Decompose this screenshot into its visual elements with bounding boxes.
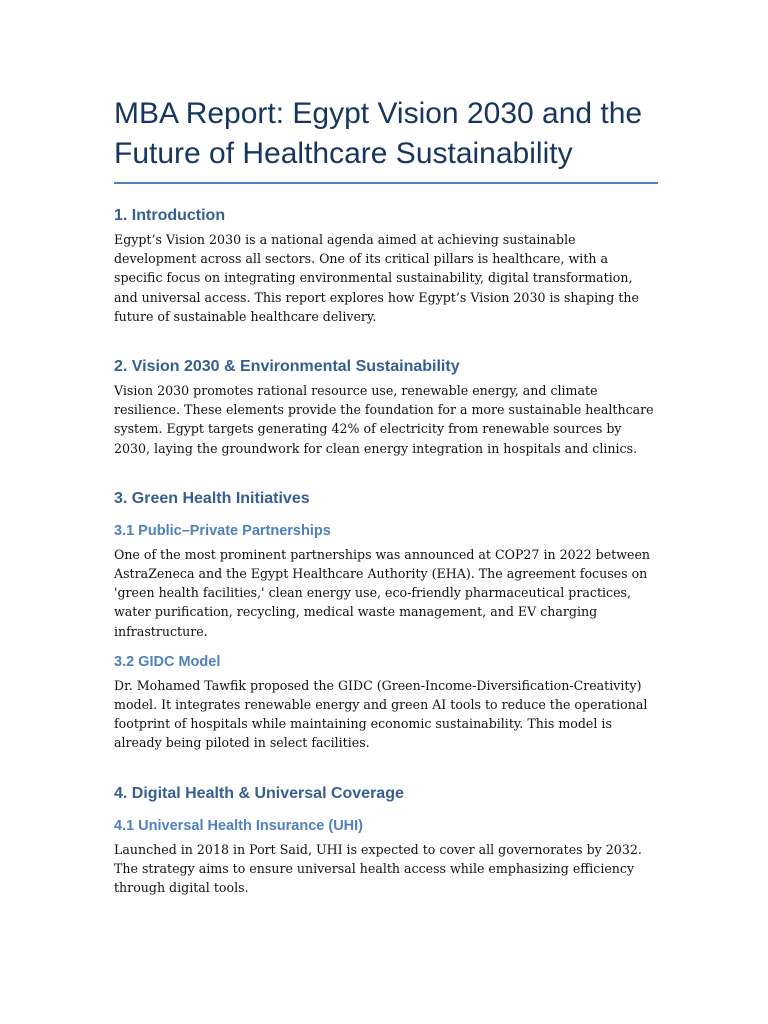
- paragraph-gidc-model: Dr. Mohamed Tawfik proposed the GIDC (Green-Income-Diversification-Creativity) model. It integrates renewable energy and green AI tools to reduce the operational footprint of hospitals while maintaining economic sustainability. This model is already being piloted in select facilities.: [114, 677, 648, 751]
- paragraph-environmental-sustainability: Vision 2030 promotes rational resource use, renewable energy, and climate resilience. These elements provide the foundation for a more sustainable healthcare system. Egypt targets generating 42% of electricity from renewable sources by 2030, laying the groundwork for clean energy integration in hospitals and clinics.: [114, 383, 654, 456]
- paragraph-universal-health-insurance: Launched in 2018 in Port Said, UHI is expected to cover all governorates by 2032. The strategy aims to ensure universal health access while emphasizing efficiency through digital tools.: [114, 841, 642, 896]
- document-title: MBA Report: Egypt Vision 2030 and the Future of Healthcare Sustainability: [114, 94, 658, 184]
- section-heading-green-health-initiatives: 3. Green Health Initiatives: [114, 489, 310, 507]
- subsection-heading-universal-health-insurance: 4.1 Universal Health Insurance (UHI): [114, 817, 363, 834]
- section-heading-digital-health: 4. Digital Health & Universal Coverage: [114, 784, 404, 802]
- paragraph-public-private-partnerships: One of the most prominent partnerships was announced at COP27 in 2022 between AstraZeneca and the Egypt Healthcare Authority (EHA). The agreement focuses on 'green health facilities,' clean energy use, eco-friendly pharmaceutical practices, water purification, recycling, medical waste management, and EV charging infrastructure.: [114, 546, 651, 639]
- paragraph-introduction: Egypt’s Vision 2030 is a national agenda aimed at achieving sustainable development across all sectors. One of its critical pillars is healthcare, with a specific focus on integrating environmental sustainability, digital transformation, and universal access. This report explores how Egypt’s Vision 2030 is shaping the future of sustainable healthcare delivery.: [114, 232, 639, 324]
- document-body: [114, 94, 658, 897]
- section-heading-environmental-sustainability: 2. Vision 2030 & Environmental Sustainability: [114, 358, 460, 376]
- section-heading-introduction: 1. Introduction: [114, 207, 226, 224]
- subsection-heading-gidc-model: 3.2 GIDC Model: [114, 653, 221, 670]
- subsection-heading-public-private-partnerships: 3.1 Public–Private Partnerships: [114, 522, 331, 539]
